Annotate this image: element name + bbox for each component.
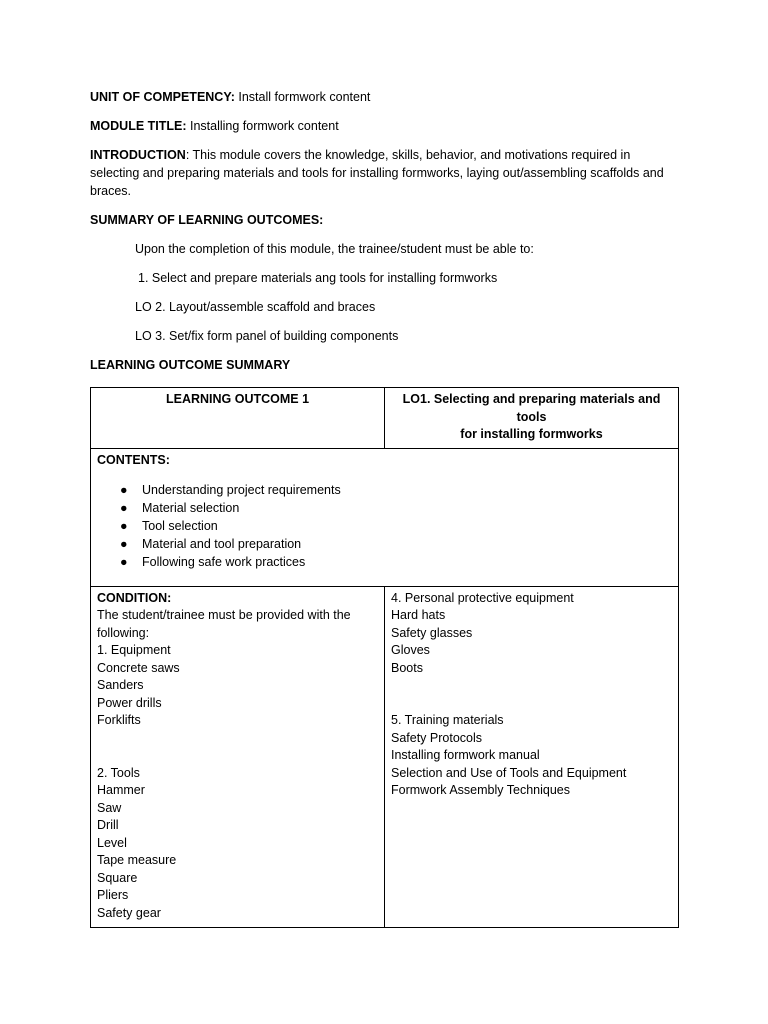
module-title <box>90 117 680 135</box>
bullet-icon: ● <box>120 501 128 515</box>
list-item <box>120 499 672 517</box>
bullet-icon: ● <box>120 519 128 533</box>
list-item: Forklifts <box>97 713 141 727</box>
list-item: Safety glasses <box>391 625 473 640</box>
list-item <box>120 535 672 553</box>
unit-label: UNIT OF COMPETENCY: <box>90 90 235 104</box>
list-item-text: Material selection <box>142 501 240 515</box>
list-item: Hard hats <box>391 608 446 622</box>
list-item-text: Material and tool preparation <box>142 537 302 551</box>
bullet-icon: ● <box>120 483 128 497</box>
equipment-heading: 1. Equipment <box>97 643 171 657</box>
list-item: Level <box>97 835 127 850</box>
module-label: MODULE TITLE: <box>90 119 187 133</box>
spacer <box>391 695 672 713</box>
condition-intro-line2: following: <box>97 625 150 640</box>
bullet-icon: ● <box>120 555 128 569</box>
introduction <box>90 146 680 200</box>
summary-lead: Upon the completion of this module, the trainee/student must be able to: <box>135 242 534 256</box>
condition-left-cell <box>91 586 385 927</box>
table-header-row <box>91 388 679 449</box>
summary-item-1: 1. Select and prepare materials ang tools for installing formworks <box>138 271 498 285</box>
training-heading: 5. Training materials <box>391 713 504 727</box>
condition-right-cell <box>385 586 679 927</box>
bullet-icon: ● <box>120 537 128 551</box>
intro-text: : This module covers the knowledge, skills, behavior, and motivations required in selecting and preparing materials and tools for installing formworks, laying out/assembling scaffolds and braces. <box>90 148 664 198</box>
head-left-text: LEARNING OUTCOME 1 <box>165 392 310 406</box>
unit-of-competency <box>90 88 680 106</box>
list-item: Concrete saws <box>97 660 180 675</box>
header-cell-learning-outcome <box>91 388 385 449</box>
learning-outcome-table <box>90 387 679 928</box>
list-item: Power drills <box>97 695 162 710</box>
list-item: Hammer <box>97 783 145 797</box>
contents-label: CONTENTS: <box>97 452 170 467</box>
summary-heading: SUMMARY OF LEARNING OUTCOMES: <box>90 213 324 227</box>
spacer <box>391 677 672 695</box>
list-item <box>120 481 672 499</box>
head-right-line2: for installing formworks <box>460 427 603 441</box>
list-item: Selection and Use of Tools and Equipment <box>391 765 627 780</box>
list-item: Sanders <box>97 678 144 692</box>
head-right-line1: LO1. Selecting and preparing materials and tools <box>402 392 661 424</box>
list-item: Formwork Assembly Techniques <box>391 783 571 797</box>
contents-list <box>97 481 672 571</box>
condition-intro-line1: The student/trainee must be provided with the <box>97 608 351 622</box>
list-item-text: Understanding project requirements <box>142 483 341 497</box>
list-item-text: Following safe work practices <box>142 555 306 569</box>
summary-item-2: LO 2. Layout/assemble scaffold and braces <box>135 300 376 314</box>
lo-summary-heading: LEARNING OUTCOME SUMMARY <box>90 358 291 372</box>
list-item: Boots <box>391 660 423 675</box>
list-item: Pliers <box>97 888 129 902</box>
ppe-heading: 4. Personal protective equipment <box>391 590 574 605</box>
list-item: Installing formwork manual <box>391 748 540 762</box>
condition-label: CONDITION: <box>97 590 172 605</box>
list-item: Tape measure <box>97 853 177 867</box>
list-item <box>120 553 672 571</box>
condition-row <box>91 586 679 927</box>
intro-label: INTRODUCTION <box>90 148 186 162</box>
list-item <box>120 517 672 535</box>
contents-cell <box>91 448 679 586</box>
spacer <box>97 730 378 748</box>
header-cell-lo1 <box>385 388 679 449</box>
contents-row <box>91 448 679 586</box>
list-item: Drill <box>97 818 119 832</box>
document-body <box>90 88 680 374</box>
list-item: Square <box>97 870 138 885</box>
list-item: Saw <box>97 800 122 815</box>
list-item: Gloves <box>391 643 430 657</box>
unit-value: Install formwork content <box>234 90 371 104</box>
summary-item-3: LO 3. Set/fix form panel of building components <box>135 329 399 343</box>
module-value: Installing formwork content <box>186 119 339 133</box>
spacer <box>97 747 378 765</box>
tools-heading: 2. Tools <box>97 765 140 780</box>
list-item: Safety Protocols <box>391 730 483 745</box>
list-item-text: Tool selection <box>142 519 218 533</box>
list-item: Safety gear <box>97 905 161 920</box>
